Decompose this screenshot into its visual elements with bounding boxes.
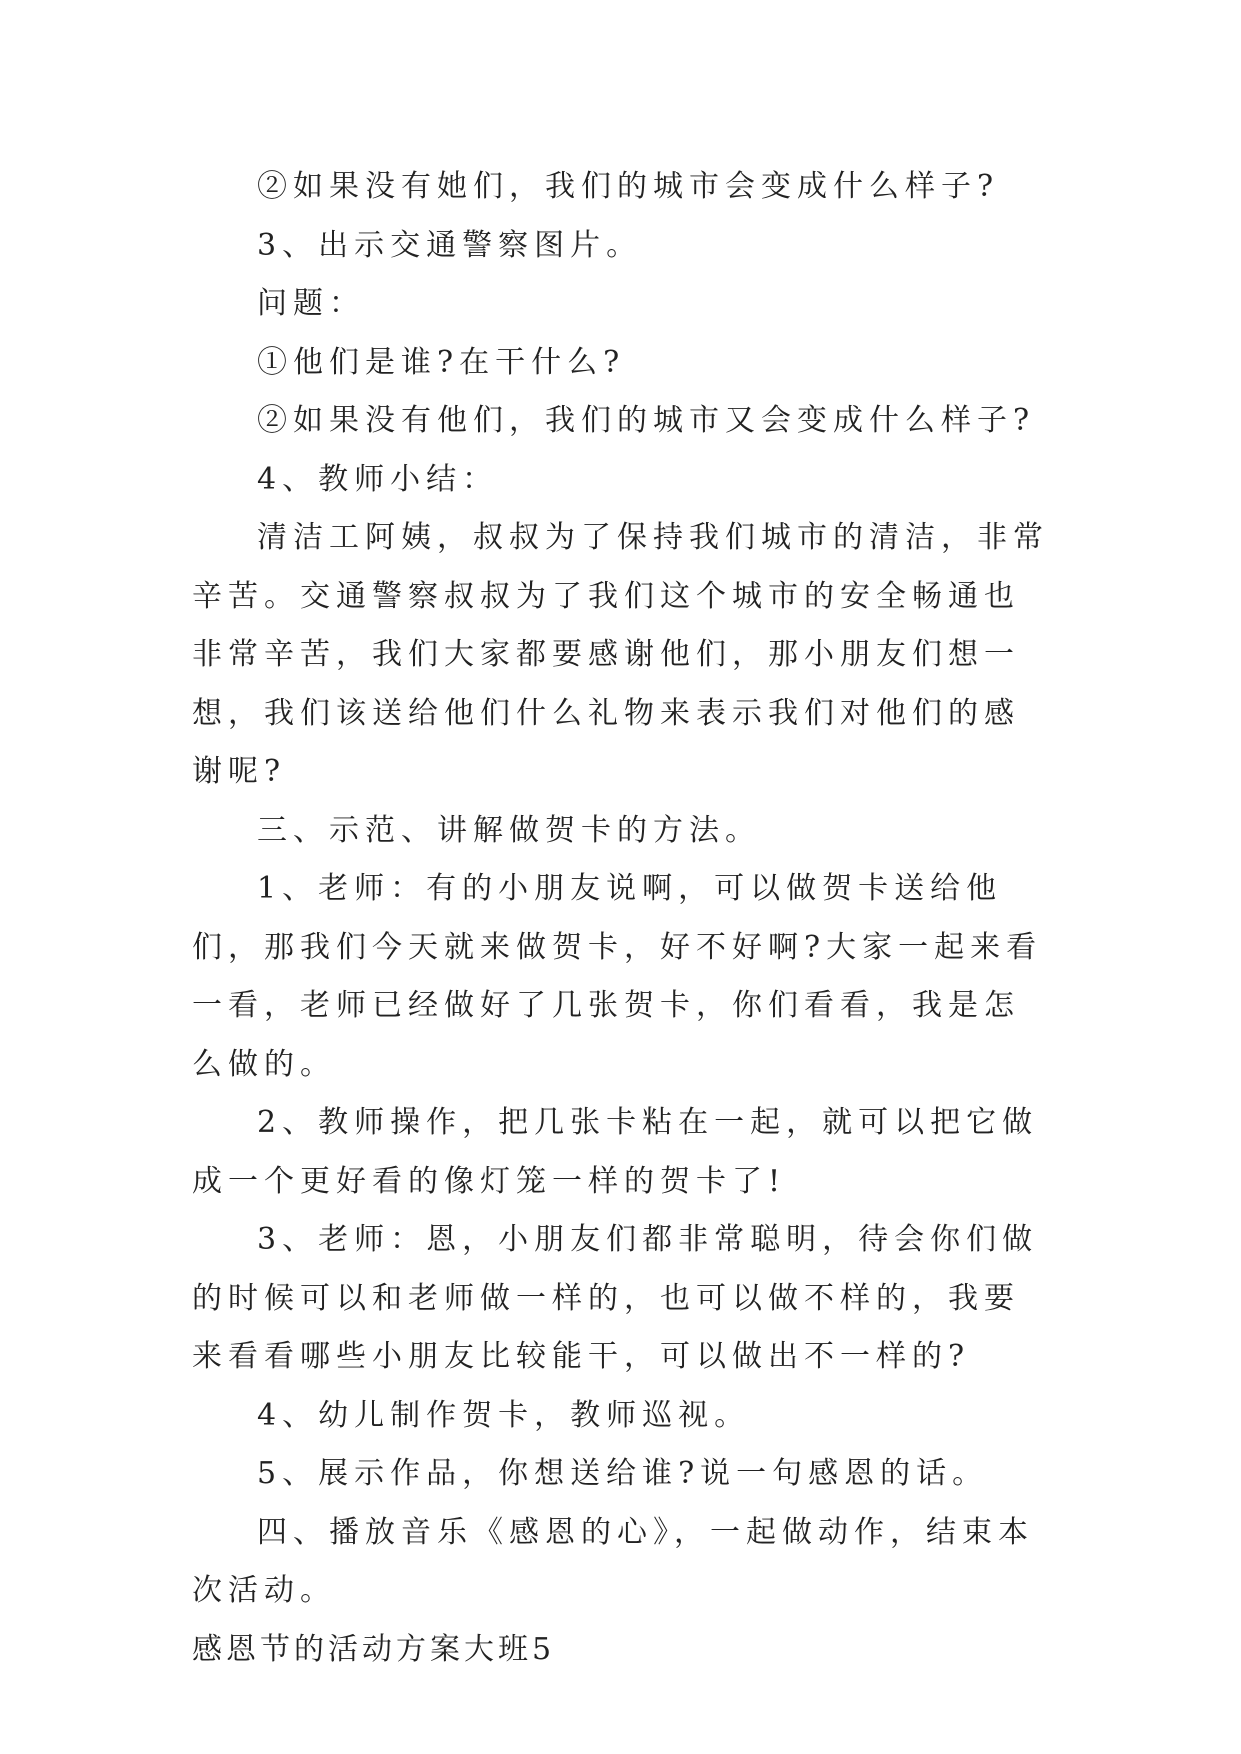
paragraph: 3、出示交通警察图片。 — [257, 227, 643, 263]
paragraph: 3、老师：恩，小朋友们都非常聪明，待会你们做的时候可以和老师做一样的，也可以做不样的，我要来看看哪些小朋友比较能干，可以做出不一样的? — [192, 1222, 1039, 1374]
paragraph: ①他们是谁?在干什么? — [257, 344, 626, 380]
paragraph: ②如果没有他们，我们的城市又会变成什么样子? — [257, 403, 1036, 438]
document-body — [192, 158, 1050, 1679]
paragraph: 2、教师操作，把几张卡粘在一起，就可以把它做成一个更好看的像灯笼一样的贺卡了! — [192, 1105, 1039, 1199]
paragraph: 4、教师小结： — [257, 461, 499, 497]
paragraph: 三、示范、讲解做贺卡的方法。 — [257, 812, 761, 848]
section-title: 感恩节的活动方案大班5 — [192, 1631, 556, 1667]
paragraph: 清洁工阿姨，叔叔为了保持我们城市的清洁，非常辛苦。交通警察叔叔为了我们这个城市的安全畅通也非常辛苦，我们大家都要感谢他们，那小朋友们想一想，我们该送给他们什么礼物来表示我们对他们的感谢呢? — [192, 520, 1049, 789]
paragraph: 1、老师：有的小朋友说啊，可以做贺卡送给他们，那我们今天就来做贺卡，好不好啊?大家一起来看一看，老师已经做好了几张贺卡，你们看看，我是怎么做的。 — [192, 871, 1043, 1082]
paragraph: 5、展示作品，你想送给谁?说一句感恩的话。 — [257, 1456, 989, 1491]
paragraph: 四、播放音乐《感恩的心》，一起做动作，结束本次活动。 — [192, 1514, 1034, 1608]
paragraph: 4、幼儿制作贺卡，教师巡视。 — [257, 1397, 751, 1433]
paragraph: 问题： — [257, 286, 365, 321]
paragraph: ②如果没有她们，我们的城市会变成什么样子? — [257, 169, 1000, 204]
